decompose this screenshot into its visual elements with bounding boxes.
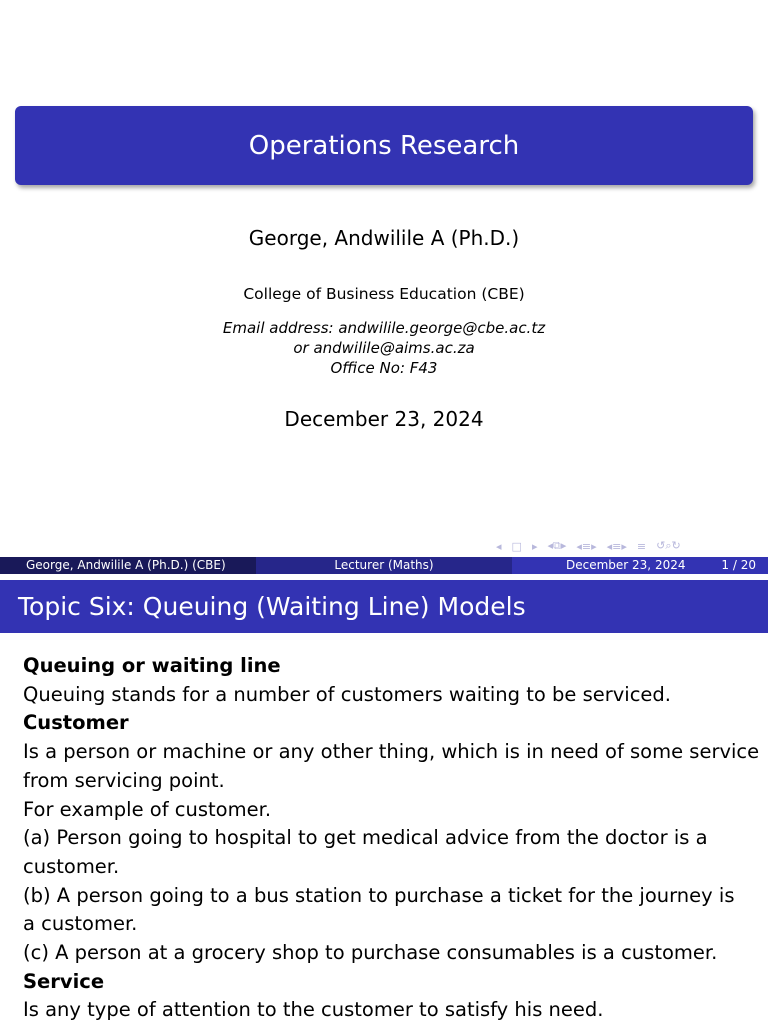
footer-right	[512, 557, 768, 574]
author-name: George, Andwilile A (Ph.D.)	[248, 226, 520, 250]
nav-search-icon[interactable]: ↺⌕↻	[656, 539, 681, 552]
email-line-2: or andwilile@aims.ac.za	[293, 339, 475, 357]
nav-section-icon[interactable]: ◂≡▸	[576, 539, 597, 553]
body-line: Is a person or machine or any other thing, which is in need of some service	[23, 740, 760, 764]
institution: College of Business Education (CBE)	[243, 285, 525, 303]
section-heading: Queuing or waiting line	[23, 654, 281, 677]
email-line-1: Email address: andwilile.george@cbe.ac.tz	[222, 319, 546, 337]
slide-title: Operations Research	[248, 130, 520, 161]
nav-toc-icon[interactable]: ≡	[636, 539, 647, 553]
nav-frame-icon[interactable]: □	[511, 539, 522, 553]
body-line: customer.	[23, 854, 120, 878]
slide-body	[23, 652, 760, 1025]
body-line: a customer.	[23, 912, 138, 936]
footline	[0, 557, 768, 574]
slide-title-box	[15, 106, 753, 185]
section-heading: Service	[23, 969, 105, 993]
body-line: (c) A person at a grocery shop to purchase consumables is a customer.	[23, 941, 718, 965]
beamer-navigation	[496, 538, 766, 554]
footer-page-number: 1 / 20	[721, 558, 756, 572]
presentation-date: December 23, 2024	[284, 407, 484, 431]
section-heading: Customer	[23, 711, 129, 735]
body-line: (b) A person going to a bus station to purchase a ticket for the journey is	[23, 883, 735, 907]
footer-author: George, Andwilile A (Ph.D.) (CBE)	[0, 557, 256, 574]
footer-role: Lecturer (Maths)	[256, 557, 512, 574]
footer-date: December 23, 2024	[566, 558, 686, 572]
nav-doc-icon[interactable]: ◂≡▸	[606, 539, 627, 553]
office-number: Office No: F43	[330, 359, 438, 377]
body-line: from servicing point.	[23, 768, 225, 792]
body-line: For example of customer.	[23, 797, 272, 821]
nav-subsection-icon[interactable]: ◂⧉▸	[547, 539, 567, 552]
nav-prev-icon[interactable]: ◂	[496, 539, 502, 553]
nav-next-icon[interactable]: ▸	[531, 539, 538, 553]
body-line: (a) Person going to hospital to get medical advice from the doctor is a	[23, 826, 708, 850]
frame-title: Topic Six: Queuing (Waiting Line) Models	[0, 580, 768, 633]
body-line: Queuing stands for a number of customers waiting to be serviced.	[23, 682, 671, 706]
body-line: Is any type of attention to the customer to satisfy his need.	[23, 998, 604, 1022]
contact-block	[0, 318, 768, 378]
